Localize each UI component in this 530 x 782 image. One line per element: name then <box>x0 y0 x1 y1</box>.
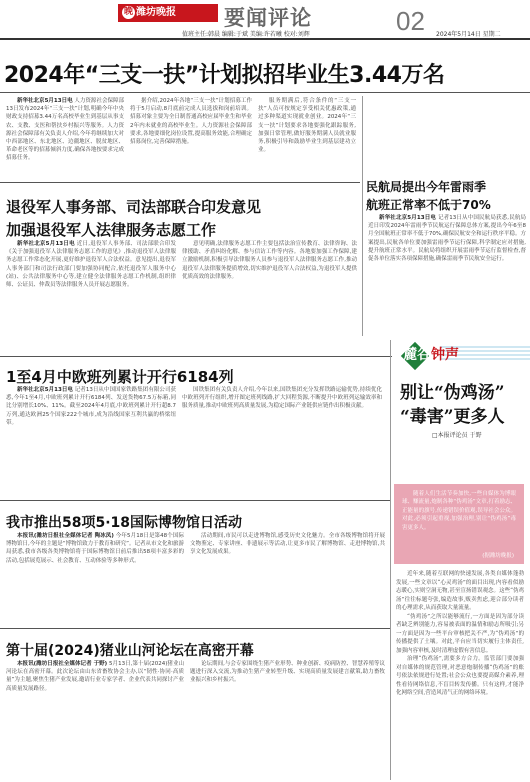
column-body: 近年来,随着互联网的快速发展,各类自媒体蓬勃发展,一些文章以“心灵鸡汤”的面目出现,内容看似励志暖心,实则空洞无物,甚至宣扬错误观念。这些“伪鸡汤”往往标题夸张,编造故事,贩卖焦虑,迎合部分读者的心理需求,从而获取大量流量。 “伪鸡汤”之所以能够流行,一方面是因为部分读者缺乏辨别能力,容易被表面的温情和励志所吸引;另一方面是因为一些平台审核把关不严,为“伪鸡汤”的传播提供了土壤。对此,平台应当切实履行主体责任,加强内容审核,及时清理虚假有害信息。 治理“伪鸡汤”,需要多方合力。监管部门要加强对自媒体的规范管理,对恶意炮制传播“伪鸡汤”的账号依法依规进行处置;社会公众也要提高媒介素养,理性看待网络信息,不盲目转发传播。只有这样,才能净化网络空间,营造风清气正的网络环境。 <box>396 571 524 696</box>
page-number: 02 <box>396 6 425 36</box>
divider <box>0 628 390 629</box>
article-body: 本报讯(潍坊日报社全媒体记者 陶冰凤) 今年5月18日是第48个国际博物馆日,今年的主题是“博物馆致力于教育和研究”。记者从市文化和旅游局获悉,我市各级各类博物馆将于国际博物馆日前后推出58项丰富多彩的活动,包括展览展示、社会教育、互动体验等多种形式。 <box>6 533 184 564</box>
article-body: 据介绍,2024年各地“三支一扶”计划招募工作将于5月启动,8月底前完成人员选拔和岗前培训。招募对象主要为全日制普通高校应届毕业生和毕业2年内未就业的高校毕业生。人力资源社会保障部要求,各地要细化岗位设置,提高服务效能,合理确定招募岗位,完善保障措施。 <box>130 98 252 146</box>
issue-date: 2024年5月14日 星期二 <box>436 31 501 38</box>
headline-tuiyi-2: 加强退役军人法律服务志愿工作 <box>6 221 217 239</box>
article-body: 新华社北京5月13日电 人力资源社会保障部13日发布2024年“三支一扶”计划,明确今年中央财政支持招募3.44万名高校毕业生到基层从事支农、支教、支医和帮扶乡村振兴等服务。人力资源社会保障部有关负责人介绍,今年将继续加大对中西部地区、东北地区、边疆地区、脱贫地区、革命老区等的招募倾斜力度,确保各地按要求完成招募任务。 <box>6 98 124 162</box>
headline-minhang-2: 航班正常率不低于70% <box>366 198 491 212</box>
column-divider <box>390 340 391 780</box>
article-body: 本报讯(潍坊日报社全媒体记者 于野) 5月13日,第十届(2024)猪业山河论坛在高密开幕。此次论坛由山东省畜牧协会主办,以“韧性·协同·高质量”为主题,聚焦生猪产业发展,邀请行业专家学者、企业代表共同探讨产业高质量发展路径。 <box>6 661 184 692</box>
article-body: 新华社北京5月13日电 近日,退役军人事务部、司法部联合印发《关于加强退役军人法律服务志愿工作的意见》,推动退役军人法律服务志愿工作常态化开展,更好维护退役军人合法权益。意见提出,退役军人事务部门和司法行政部门要加强协同配合,依托退役军人服务中心(站)、公共法律服务中心等,建立健全法律服务志愿工作机制,组织律师、公证员、仲裁员等法律服务人员开展志愿服务。 <box>6 241 176 289</box>
divider <box>0 92 530 93</box>
section-title: 要闻评论 <box>224 5 312 30</box>
headline-minhang-1: 民航局提出今年雷雨季 <box>366 180 487 194</box>
article-body: 新华社北京5月13日电 记者13日从中国国家铁路集团有限公司获悉,今年1至4月,中欧班列累计开行6184列、发送货物67.5万标箱,同比分别增长10%、11%。截至2024年4月底,中欧班列累计开行超8.7万列,通达欧洲25个国家222个城市,成为沿线国家互利共赢的桥梁纽带。 <box>6 387 176 426</box>
article-body: 活动期间,市民可以走进博物馆,感受历史文化魅力。全市各级博物馆将开展文物鉴定、专家讲座、非遗展示等活动,让更多市民了解博物馆、走进博物馆,共享文化发展成果。 <box>190 533 385 556</box>
article-body: 服务期满后,符合条件的“三支一扶”人员可按规定享受相关优惠政策,通过多种渠道实现就业创业。2024年“三支一扶”计划要求各地要强化跟踪服务,加强日常管理,做好服务期满人员就业服务,积极引导和鼓励毕业生到基层建功立业。 <box>258 98 356 154</box>
divider <box>0 500 390 501</box>
masthead-rule <box>0 38 530 40</box>
divider <box>0 182 360 183</box>
column-summary-box <box>394 484 524 564</box>
column-byline: □本报评论员 于野 <box>432 432 482 439</box>
column-summary: 随着人们生活节奏加快,一些自媒体为博眼球、赚流量,炮制各种“伪鸡汤”文章,打着励志、正能量的旗号,传递错误价值观,误导社会公众。对此,必须引起重视,加强治理,别让“伪鸡汤”毒害更多人。 <box>402 491 516 531</box>
article-body: 新华社北京5月13日电 记者13日从中国民航局获悉,民航局近日印发2024年雷雨季节民航运行保障总体方案,提出今年6至8月全国航班正常率不低于70%,确保民航安全和运行秩序平稳。方案提出,民航各单位要加强雷雨季节运行保障,科学制定应对措施,提升航班正常水平。民航局将组织开展雷雨季节运行监督检查,督促各单位落实各项保障措施,确保雷雨季节民航安全运行。 <box>368 215 526 263</box>
article-body: 国铁集团有关负责人介绍,今年以来,国铁集团充分发挥铁路运输优势,持续优化中欧班列开行组织,增开图定班列线路,扩大回程货源,不断提升中欧班列运输效率和服务质量,推动中欧班列高质量发展,为稳定国际产业链供应链作出积极贡献。 <box>182 387 382 410</box>
headline-tuiyi-1: 退役军人事务部、司法部联合印发意见 <box>6 198 262 216</box>
headline-museum: 我市推出58项5·18国际博物馆日活动 <box>6 515 243 531</box>
divider <box>0 356 392 357</box>
column-headline-1: 别让“伪鸡汤” <box>400 383 505 403</box>
headline-zhongou: 1至4月中欧班列累计开行6184列 <box>6 368 234 386</box>
article-body: 论坛期间,与会专家围绕生猪产业形势、种业创新、疫病防控、智慧养殖等议题进行深入交流,为推动生猪产业转型升级、实现高质量发展建言献策,助力畜牧业振兴和乡村振兴。 <box>190 661 385 684</box>
article-body: 意见明确,法律服务志愿工作主要包括法治宣传教育、法律咨询、法律援助、矛盾纠纷化解、参与信访工作等内容。各地要加强工作保障,建立激励机制,积极引导法律服务人员参与退役军人法律服务志愿工作,推动退役军人法律服务提质增效,切实维护退役军人合法权益,为退役军人提供优质高效的法律服务。 <box>182 241 357 280</box>
brand-logo-icon: 晚 <box>123 7 133 17</box>
column-divider <box>362 96 363 336</box>
headline-zhuye: 第十届(2024)猪业山河论坛在高密开幕 <box>6 643 254 659</box>
column-logo: 麓谷钟声 <box>403 347 459 363</box>
editor-credits: 值班主任:韩晨 编辑:于斌 美编:许若曦 校对:刘辉 <box>182 31 310 38</box>
newspaper-brand: 潍坊晚报 <box>118 4 218 22</box>
headline-sanzhiyifu: 2024年“三支一扶”计划拟招毕业生3.44万名 <box>4 63 445 88</box>
column-headline-2: “毒害”更多人 <box>400 407 505 427</box>
column-summary-source: (据潍坊晚报) <box>482 553 514 559</box>
